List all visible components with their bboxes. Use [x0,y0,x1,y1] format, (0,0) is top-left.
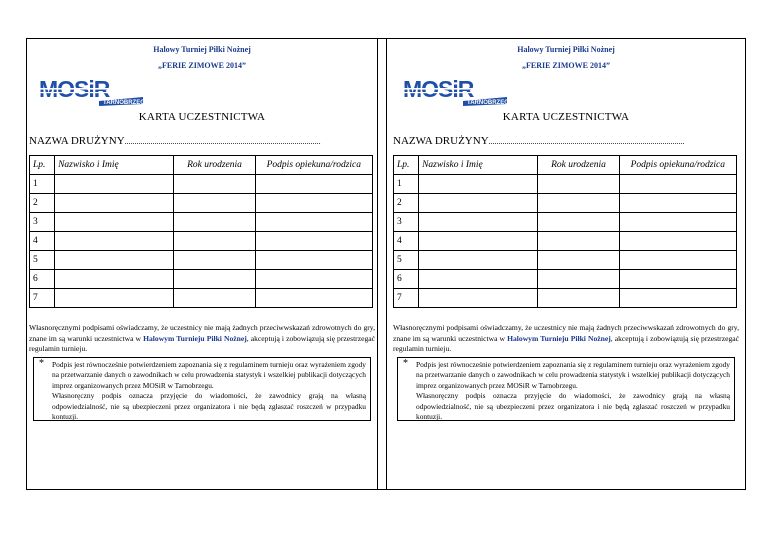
year-cell[interactable] [538,289,619,308]
name-cell[interactable] [419,213,538,232]
asterisk-icon: * [39,358,44,369]
roster-header-row [394,156,737,175]
row-number: 5 [394,251,419,270]
header-name: Nazwisko i Imię [55,156,174,175]
year-cell[interactable] [174,194,255,213]
header-name: Nazwisko i Imię [419,156,538,175]
row-number: 2 [394,194,419,213]
signature-cell[interactable] [619,194,736,213]
name-cell[interactable] [419,289,538,308]
tournament-title: Halowy Turniej Piłki Nożnej [517,45,615,54]
row-number: 1 [394,175,419,194]
edition-title: „FERIE ZIMOWE 2014” [521,61,610,70]
signature-cell[interactable] [619,213,736,232]
row-number: 6 [30,270,55,289]
table-row [30,270,373,289]
tournament-title: Halowy Turniej Piłki Nożnej [153,45,251,54]
row-number: 1 [30,175,55,194]
signature-cell[interactable] [255,289,372,308]
liability-paragraph: Własnoręczny podpis oznacza przyjęcie do wiadomości, że zawodnicy grają na własną odpowiedzialność, nie są ubezpieczeni przez organizatora i nie będą zgłaszać roszczeń w przypadku kontuzji. [416,391,730,422]
name-cell[interactable] [419,251,538,270]
roster-header-row [30,156,373,175]
form-right [393,39,739,489]
team-name-field[interactable] [393,135,739,147]
header-signature: Podpis opiekuna/rodzica [619,156,736,175]
team-name-label: NAZWA DRUŻYNY [29,135,125,147]
header-lp: Lp. [394,156,419,175]
tournament-name-bold: Halowym Turnieju Piłki Nożnej [143,333,247,343]
signature-cell[interactable] [255,270,372,289]
row-number: 4 [30,232,55,251]
row-number: 3 [394,213,419,232]
year-cell[interactable] [174,270,255,289]
table-row [30,289,373,308]
name-cell[interactable] [55,270,174,289]
signature-cell[interactable] [255,213,372,232]
header-signature: Podpis opiekuna/rodzica [255,156,372,175]
row-number: 4 [394,232,419,251]
row-number: 2 [30,194,55,213]
team-name-dots: .................................................................................................. [488,137,685,146]
signature-cell[interactable] [255,251,372,270]
year-cell[interactable] [174,289,255,308]
year-cell[interactable] [538,175,619,194]
row-number: 6 [394,270,419,289]
table-row [394,213,737,232]
year-cell[interactable] [174,232,255,251]
row-number: 5 [30,251,55,270]
signature-cell[interactable] [619,175,736,194]
year-cell[interactable] [174,251,255,270]
name-cell[interactable] [55,289,174,308]
name-cell[interactable] [55,194,174,213]
liability-paragraph: Własnoręczny podpis oznacza przyjęcie do wiadomości, że zawodnicy grają na własną odpowiedzialność, nie są ubezpieczeni przez organizatora i nie będą zgłaszać roszczeń w przypadku kontuzji. [52,391,366,422]
card-title: KARTA UCZESTNICTWA [502,111,630,123]
card-title: KARTA UCZESTNICTWA [138,111,266,123]
table-row [394,232,737,251]
table-row [30,232,373,251]
center-divider [377,39,387,489]
name-cell[interactable] [419,232,538,251]
table-row [30,251,373,270]
consent-paragraph: Podpis jest równocześnie potwierdzeniem zapoznania się z regulaminem turnieju oraz wyrażeniem zgody na przetwarzanie danych o zawodnikach w celu prowadzenia statystyk i wszelkiej publikacji dotyczących imprez organizowanych przez MOSiR w Tarnobrzegu. [416,360,730,390]
table-row [394,251,737,270]
name-cell[interactable] [419,270,538,289]
asterisk-icon: * [403,358,408,369]
name-cell[interactable] [55,213,174,232]
edition-title: „FERIE ZIMOWE 2014” [157,61,246,70]
row-number: 7 [394,289,419,308]
year-cell[interactable] [538,213,619,232]
name-cell[interactable] [55,175,174,194]
svg-text:TARNOBRZEG: TARNOBRZEG [467,100,509,106]
roster-table [393,155,737,308]
table-row [30,194,373,213]
name-cell[interactable] [55,232,174,251]
consent-note [397,357,735,421]
signature-cell[interactable] [619,232,736,251]
signature-cell[interactable] [619,251,736,270]
year-cell[interactable] [538,232,619,251]
year-cell[interactable] [538,251,619,270]
signature-cell[interactable] [255,175,372,194]
team-name-dots: .................................................................................................. [124,137,321,146]
roster-table [29,155,373,308]
svg-text:TARNOBRZEG: TARNOBRZEG [103,100,145,106]
table-row [394,270,737,289]
consent-note [33,357,371,421]
table-row [30,213,373,232]
year-cell[interactable] [538,194,619,213]
table-row [394,194,737,213]
mosir-logo [37,77,147,107]
signature-cell[interactable] [619,289,736,308]
mosir-logo [401,77,511,107]
declaration-text: Własnoręcznymi podpisami oświadczamy, że uczestnicy nie mają żadnych przeciwwskazań zdrowotnych do gry, znane im są warunki uczestnictwa w Halowym Turnieju Piłki Nożnej, akceptują i zobowiązują się przestrzegać regulamin turnieju. [29,323,375,354]
header-year: Rok urodzenia [538,156,619,175]
tournament-name-bold: Halowym Turnieju Piłki Nożnej [507,333,611,343]
signature-cell[interactable] [255,194,372,213]
consent-paragraph: Podpis jest równocześnie potwierdzeniem zapoznania się z regulaminem turnieju oraz wyrażeniem zgody na przetwarzanie danych o zawodnikach w celu prowadzenia statystyk i wszelkiej publikacji dotyczących imprez organizowanych przez MOSiR w Tarnobrzegu. [52,360,366,390]
row-number: 3 [30,213,55,232]
team-name-field[interactable] [29,135,375,147]
registration-sheet [26,38,746,490]
form-left [29,39,375,489]
table-row [394,289,737,308]
year-cell[interactable] [174,175,255,194]
team-name-label: NAZWA DRUŻYNY [393,135,489,147]
header-lp: Lp. [30,156,55,175]
signature-cell[interactable] [619,270,736,289]
signature-cell[interactable] [255,232,372,251]
name-cell[interactable] [55,251,174,270]
name-cell[interactable] [419,194,538,213]
declaration-text: Własnoręcznymi podpisami oświadczamy, że uczestnicy nie mają żadnych przeciwwskazań zdrowotnych do gry, znane im są warunki uczestnictwa w Halowym Turnieju Piłki Nożnej, akceptują i zobowiązują się przestrzegać regulamin turnieju. [393,323,739,354]
row-number: 7 [30,289,55,308]
table-row [30,175,373,194]
name-cell[interactable] [419,175,538,194]
table-row [394,175,737,194]
header-year: Rok urodzenia [174,156,255,175]
year-cell[interactable] [538,270,619,289]
year-cell[interactable] [174,213,255,232]
